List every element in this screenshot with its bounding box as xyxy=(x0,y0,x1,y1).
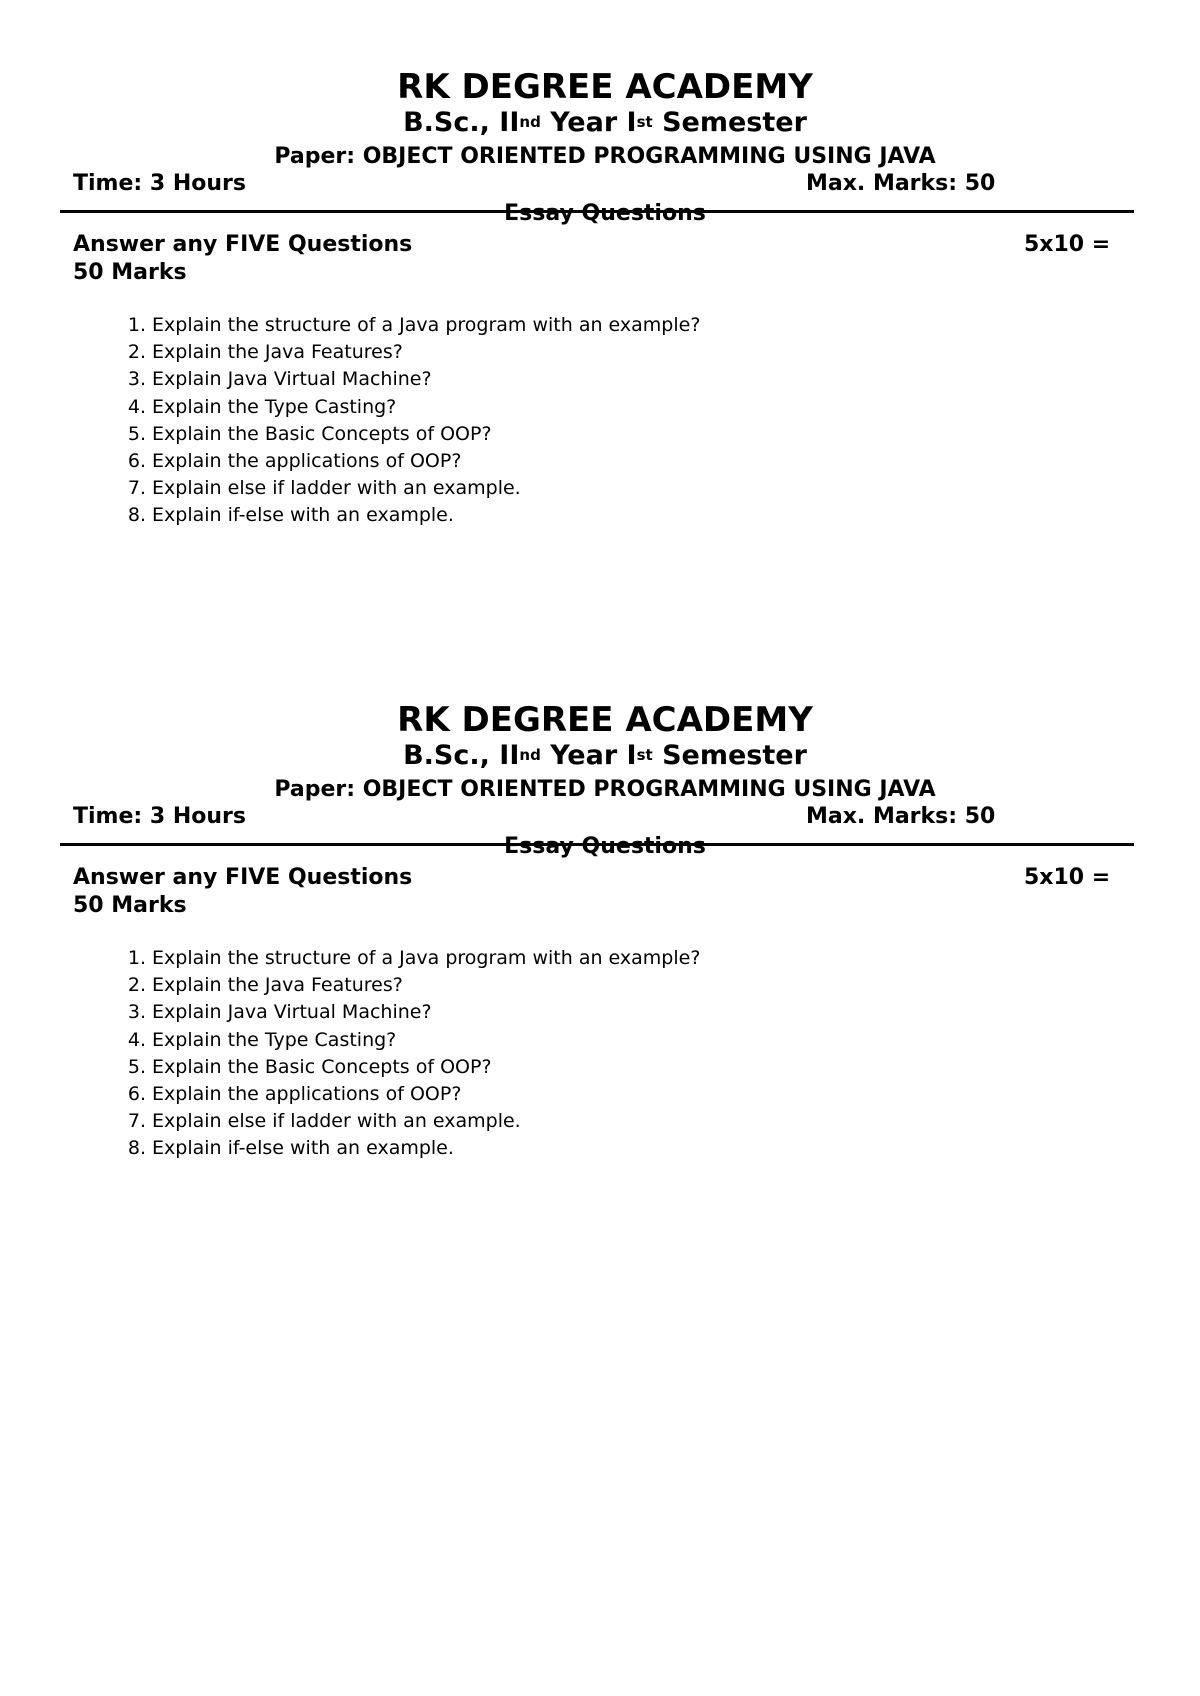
question-paper-2 xyxy=(0,633,1200,1273)
question-text: Explain if-else with an example. xyxy=(152,1137,454,1160)
question-item xyxy=(98,1054,700,1081)
question-number: 1. xyxy=(127,947,146,969)
question-text: Explain else if ladder with an example. xyxy=(152,1110,521,1133)
question-text: Explain if-else with an example. xyxy=(152,504,454,527)
question-number: 5. xyxy=(127,422,146,445)
question-number: 7. xyxy=(127,477,146,500)
question-text: Explain Java Virtual Machine? xyxy=(152,1001,432,1024)
total-marks: 50 Marks xyxy=(73,260,187,285)
question-number: 5. xyxy=(127,1055,146,1078)
course-line xyxy=(0,107,1200,139)
question-text: Explain the applications of OOP? xyxy=(152,449,462,472)
course-year: Year I xyxy=(540,107,637,138)
question-item xyxy=(98,945,700,972)
course-degree: B.Sc., II xyxy=(403,740,520,771)
question-text: Explain the Basic Concepts of OOP? xyxy=(152,1055,492,1078)
question-list xyxy=(98,945,700,1163)
question-item xyxy=(98,394,700,421)
paper-name: Paper: OBJECT ORIENTED PROGRAMMING USING JAVA xyxy=(274,144,936,169)
question-number: 8. xyxy=(127,504,146,527)
question-number: 6. xyxy=(127,449,146,472)
marks-scheme: 5x10 = xyxy=(1024,865,1111,890)
question-item xyxy=(98,972,700,999)
institution-title: RK DEGREE ACADEMY xyxy=(397,67,813,107)
question-text: Explain the applications of OOP? xyxy=(152,1082,462,1105)
marks-scheme: 5x10 = xyxy=(1024,232,1111,257)
instruction: Answer any FIVE Questions xyxy=(73,865,413,890)
institution-title: RK DEGREE ACADEMY xyxy=(397,700,813,740)
question-text: Explain the Java Features? xyxy=(152,974,403,997)
question-text: Explain Java Virtual Machine? xyxy=(152,368,432,391)
question-item xyxy=(98,1135,700,1162)
course-year: Year I xyxy=(540,740,637,771)
question-text: Explain the structure of a Java program with an example? xyxy=(152,947,701,969)
question-text: Explain the structure of a Java program with an example? xyxy=(152,314,701,336)
question-number: 6. xyxy=(127,1082,146,1105)
question-item xyxy=(98,448,700,475)
question-item xyxy=(98,312,700,339)
semester-suffix: st xyxy=(636,746,653,764)
question-text: Explain the Type Casting? xyxy=(152,1028,397,1051)
question-number: 2. xyxy=(127,341,146,364)
section-title: Essay Questions xyxy=(504,834,706,859)
course-semester: Semester xyxy=(652,107,807,138)
total-marks: 50 Marks xyxy=(73,893,187,918)
question-number: 3. xyxy=(127,368,146,391)
instruction: Answer any FIVE Questions xyxy=(73,232,413,257)
paper-name: Paper: OBJECT ORIENTED PROGRAMMING USING JAVA xyxy=(274,777,936,802)
question-number: 4. xyxy=(127,1028,146,1051)
question-paper-1 xyxy=(0,0,1200,640)
question-number: 4. xyxy=(127,395,146,418)
question-text: Explain the Basic Concepts of OOP? xyxy=(152,422,492,445)
question-item xyxy=(98,339,700,366)
question-list xyxy=(98,312,700,530)
question-number: 8. xyxy=(127,1137,146,1160)
question-item xyxy=(98,1081,700,1108)
course-line xyxy=(0,740,1200,772)
question-item xyxy=(98,475,700,502)
question-item xyxy=(98,1027,700,1054)
question-number: 1. xyxy=(127,314,146,336)
semester-suffix: st xyxy=(636,113,653,131)
time-allowed: Time: 3 Hours xyxy=(73,804,246,829)
course-degree: B.Sc., II xyxy=(403,107,520,138)
course-semester: Semester xyxy=(652,740,807,771)
question-number: 2. xyxy=(127,974,146,997)
question-item xyxy=(98,366,700,393)
time-allowed: Time: 3 Hours xyxy=(73,171,246,196)
question-number: 7. xyxy=(127,1110,146,1133)
max-marks: Max. Marks: 50 xyxy=(806,804,996,829)
question-text: Explain the Type Casting? xyxy=(152,395,397,418)
year-suffix: nd xyxy=(519,113,541,131)
section-title: Essay Questions xyxy=(504,201,706,226)
max-marks: Max. Marks: 50 xyxy=(806,171,996,196)
question-item xyxy=(98,999,700,1026)
question-item xyxy=(98,502,700,529)
question-text: Explain else if ladder with an example. xyxy=(152,477,521,500)
question-item xyxy=(98,1108,700,1135)
question-text: Explain the Java Features? xyxy=(152,341,403,364)
year-suffix: nd xyxy=(519,746,541,764)
question-number: 3. xyxy=(127,1001,146,1024)
question-item xyxy=(98,421,700,448)
